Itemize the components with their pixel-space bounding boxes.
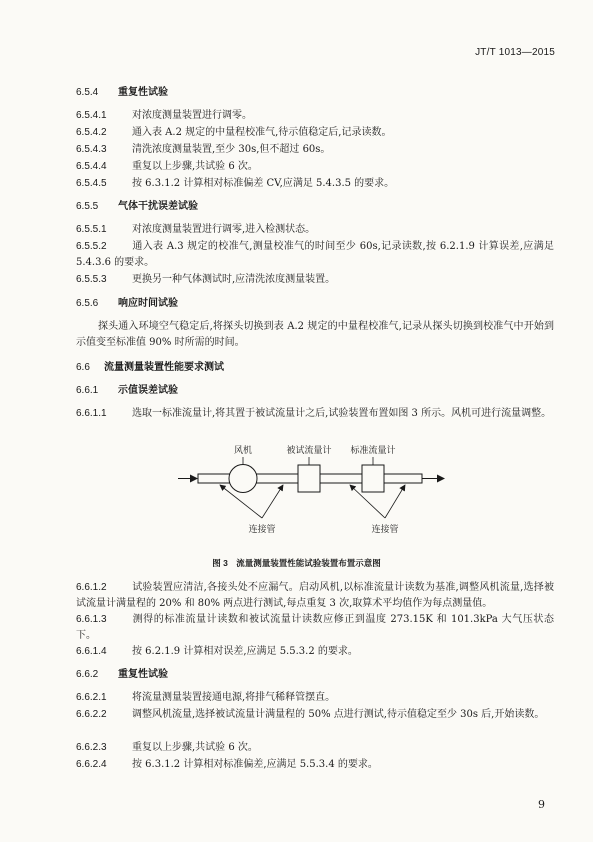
heading-6-6-2: 6.6.2 重复性试验 <box>76 669 168 680</box>
clause-6-5-4-1: 6.5.4.1 对浓度测量装置进行调零。 <box>76 110 252 121</box>
clause-6-5-4-5: 6.5.4.5 按 6.3.1.2 计算相对标准偏差 CV,应满足 5.4.3.5 的要求。 <box>76 178 395 189</box>
standard-meter-label: 标准流量计 <box>350 445 396 455</box>
clause-6-6-2-3: 6.6.2.3 重复以上步骤,共试验 6 次。 <box>76 742 258 753</box>
clause-6-6-2-2: 6.6.2.2 调整风机流量,选择被试流量计满量程的 50% 点进行测试,待示值稳定至少 30s 后,开始读数。 <box>76 709 545 720</box>
clause-6-5-4-3: 6.5.4.3 清洗浓度测量装置,至少 30s,但不超过 60s。 <box>76 144 331 155</box>
paragraph-6-5-6: 探头通入环境空气稳定后,将探头切换到表 A.2 规定的中量程校准气,记录从探头切换到校准气中开始到示值变至标准值 90% 时所需的时间。 <box>76 321 554 348</box>
clause-6-6-1-4: 6.6.1.4 按 6.2.1.9 计算相对误差,应满足 5.5.3.2 的要求。 <box>76 646 358 657</box>
figure-3-caption: 图 3 流量测量装置性能试验装置布置示意图 <box>212 558 381 568</box>
clause-6-6-2-1: 6.6.2.1 将流量测量装置接通电源,将排气稀释管摆直。 <box>76 692 336 703</box>
heading-6-5-4: 6.5.4 重复性试验 <box>76 87 168 98</box>
clause-6-6-1-3: 6.6.1.3 测得的标准流量计读数和被试流量计读数应修正到温度 273.15K 和 101.3kPa 大气压状态下。 <box>76 614 554 641</box>
heading-6-6-1: 6.6.1 示值误差试验 <box>76 385 178 396</box>
clause-6-5-5-3: 6.5.5.3 更换另一种气体测试时,应清洗浓度测量装置。 <box>76 274 336 285</box>
clause-6-6-2-4: 6.6.2.4 按 6.3.1.2 计算相对标准偏差,应满足 5.5.3.4 的要求。 <box>76 759 378 770</box>
fan-symbol <box>229 465 257 493</box>
clause-6-5-5-1: 6.5.5.1 对浓度测量装置进行调零,进入检测状态。 <box>76 224 316 235</box>
test-flowmeter-box <box>298 465 320 492</box>
clause-6-5-4-4: 6.5.4.4 重复以上步骤,共试验 6 次。 <box>76 161 258 172</box>
left-pipe-label: 连接管 <box>248 524 276 534</box>
left-pipe-leader-b <box>262 485 283 518</box>
page-number: 9 <box>538 798 545 811</box>
doc-code-header: JT/T 1013—2015 <box>475 47 555 58</box>
heading-6-5-5: 6.5.5 气体干扰误差试验 <box>76 201 198 212</box>
heading-6-5-6: 6.5.6 响应时间试验 <box>76 298 178 309</box>
figure-3-diagram <box>0 440 593 550</box>
clause-6-6-1-1: 6.6.1.1 选取一标准流量计,将其置于被试流量计之后,试验装置布置如图 3 所示。风机可进行流量调整。 <box>76 408 552 419</box>
standard-flowmeter-box <box>362 465 384 492</box>
test-meter-label: 被试流量计 <box>286 445 332 455</box>
right-pipe-label: 连接管 <box>371 524 399 534</box>
clause-6-5-5-2: 6.5.5.2 通入表 A.3 规定的校准气,测量校准气的时间至少 60s,记录读数,按 6.2.1.9 计算误差,应满足 5.4.3.6 的要求。 <box>76 241 554 268</box>
clause-6-6-1-2: 6.6.1.2 试验装置应清洁,各接头处不应漏气。启动风机,以标准流量计读数为基准,调整风机流量,选择被试流量计满量程的 20% 和 80% 两点进行测试,每点重复 3 次,取算术平均值作为每点测量值。 <box>76 582 554 609</box>
right-pipe-leader-b <box>385 485 405 518</box>
clause-6-5-4-2: 6.5.4.2 通入表 A.2 规定的中量程校准气,待示值稳定后,记录读数。 <box>76 127 392 138</box>
fan-label: 风机 <box>233 445 253 455</box>
heading-6-6: 6.6 流量测量装置性能要求测试 <box>76 362 224 373</box>
